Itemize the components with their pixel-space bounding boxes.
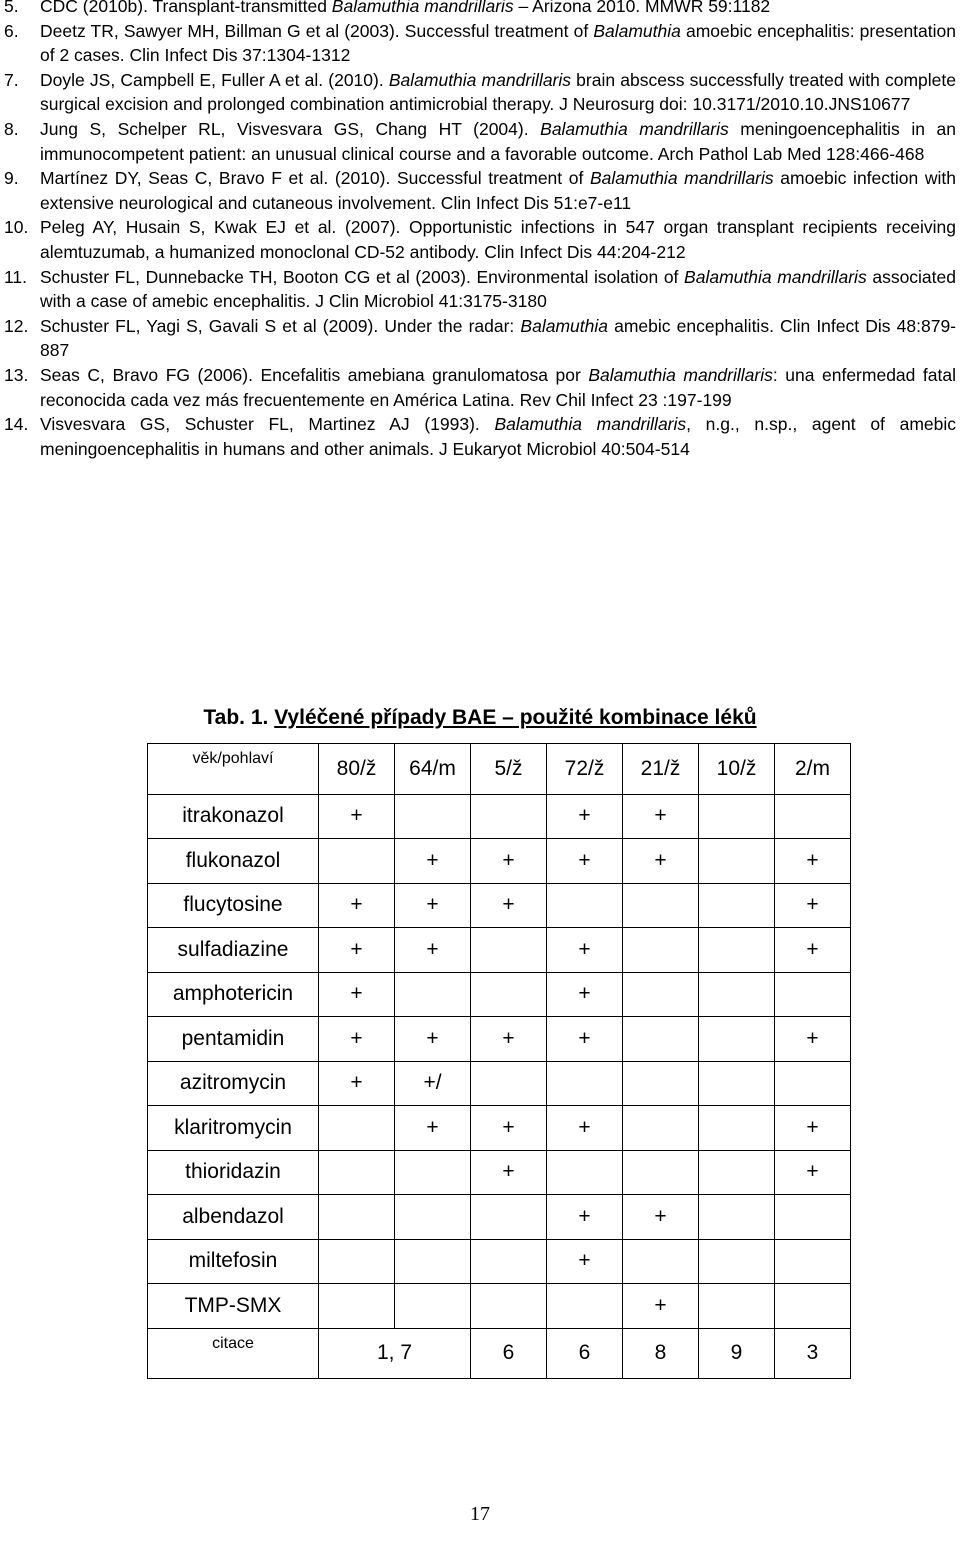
reference-number: 7. (4, 69, 19, 90)
table-cell (395, 1195, 471, 1240)
table-cell: + (471, 1017, 547, 1062)
citation-cell: 6 (547, 1328, 623, 1379)
reference-text (40, 215, 960, 264)
table-cell (471, 794, 547, 839)
table-cell (699, 1017, 775, 1062)
table-cell (699, 928, 775, 973)
reference-fragment: Peleg AY, Husain S, Kwak EJ et al. (2007). Opportunistic infections in 547 organ transplant recipients receiving alemtuzumab, a humanized monoclonal CD-52 antibody. Clin Infect Dis 44:204-212 (40, 217, 956, 262)
row-label: pentamidin (148, 1017, 319, 1062)
table-cell (395, 1239, 471, 1284)
row-label: sulfadiazine (148, 928, 319, 973)
reference-fragment: , n.g., n.sp., agent of amebic meningoencephalitis in humans and other animals. J Eukaryot Microbiol 40:504-514 (40, 414, 956, 459)
table-cell (699, 1195, 775, 1240)
reference-fragment: associated with a case of amebic encephalitis. J Clin Microbiol 41:3175-3180 (40, 266, 956, 312)
table-cell: + (319, 928, 395, 973)
reference-item (0, 314, 960, 363)
species-name: Balamuthia mandrillaris (540, 118, 729, 139)
table-header-row (148, 744, 851, 795)
table-cell: + (623, 839, 699, 884)
reference-item (0, 0, 960, 19)
table-cell (775, 1284, 851, 1329)
reference-fragment: Visvesvara GS, Schuster FL, Martinez AJ (1993). (40, 414, 495, 435)
table-cell: + (319, 794, 395, 839)
table-cell (471, 1239, 547, 1284)
reference-text (40, 19, 960, 68)
species-name: Balamuthia (593, 20, 681, 41)
table-cell (319, 1284, 395, 1329)
reference-fragment: brain abscess successfully treated with complete surgical excision and prolonged combination antimicrobial therapy. J Neurosurg doi: 10.3171/2010.10.JNS10677 (40, 69, 956, 115)
table-cell: + (547, 794, 623, 839)
reference-number: 13. (4, 364, 29, 385)
table-cell (547, 1284, 623, 1329)
table-cell: + (547, 928, 623, 973)
reference-number: 12. (4, 315, 29, 336)
table-cell: + (395, 1017, 471, 1062)
reference-text (40, 0, 960, 19)
table-cell: + (775, 839, 851, 884)
table-cell (471, 928, 547, 973)
reference-number: 9. (4, 168, 19, 189)
table-row (148, 1017, 851, 1062)
row-label: klaritromycin (148, 1106, 319, 1151)
table-cell: + (547, 1106, 623, 1151)
table-row (148, 1150, 851, 1195)
table-cell: + (547, 1017, 623, 1062)
table-cell: 72/ž (547, 744, 623, 795)
table-cell: + (547, 839, 623, 884)
citation-cell: 6 (471, 1328, 547, 1379)
table-cell (623, 1150, 699, 1195)
table-cell: + (471, 839, 547, 884)
reference-item (0, 166, 960, 215)
table-cell: 80/ž (319, 744, 395, 795)
reference-fragment: amebic encephalitis. Clin Infect Dis 48:879-887 (40, 315, 956, 361)
row-label: itrakonazol (148, 794, 319, 839)
reference-fragment: Deetz TR, Sawyer MH, Billman G et al (2003). Successful treatment of (40, 20, 594, 41)
reference-number: 6. (4, 20, 19, 41)
table-row (148, 1195, 851, 1240)
table-cell (395, 1284, 471, 1329)
reference-fragment: Schuster FL, Yagi S, Gavali S et al (2009). Under the radar: (40, 315, 521, 336)
table-cell (699, 1061, 775, 1106)
table-footer-row (148, 1328, 851, 1379)
table-cell: + (395, 883, 471, 928)
table-row (148, 928, 851, 973)
table-cell (471, 1195, 547, 1240)
table-cell: + (623, 1195, 699, 1240)
table-cell (699, 1106, 775, 1151)
reference-item (0, 117, 960, 166)
reference-item (0, 215, 960, 264)
table-cell: + (775, 1106, 851, 1151)
citation-cell: 1, 7 (319, 1328, 471, 1379)
table-cell (623, 883, 699, 928)
table-cell: + (547, 1239, 623, 1284)
reference-fragment: CDC (2010b). Transplant-transmitted (40, 0, 332, 16)
table-cell (699, 794, 775, 839)
reference-item (0, 412, 960, 461)
row-label: věk/pohlaví (148, 744, 319, 795)
reference-text (40, 265, 960, 314)
table-cell (319, 1150, 395, 1195)
row-label: azitromycin (148, 1061, 319, 1106)
table-cell (547, 1150, 623, 1195)
table-cell (471, 972, 547, 1017)
reference-text (40, 117, 960, 166)
page-number: 17 (470, 1503, 490, 1525)
table-cell (699, 1239, 775, 1284)
reference-text (40, 68, 960, 117)
reference-item (0, 68, 960, 117)
table-cell: + (547, 972, 623, 1017)
reference-text (40, 363, 960, 412)
table-row (148, 794, 851, 839)
table-cell (699, 972, 775, 1017)
table-cell: +/ (395, 1061, 471, 1106)
table-cell: + (319, 972, 395, 1017)
table-cell: + (775, 1017, 851, 1062)
table-cell (623, 972, 699, 1017)
table-cell (775, 1195, 851, 1240)
species-name: Balamuthia mandrillaris (684, 266, 867, 287)
table-cell (319, 839, 395, 884)
table-cell: + (395, 928, 471, 973)
table-cell: + (319, 883, 395, 928)
species-name: Balamuthia (520, 315, 608, 336)
reference-fragment: amoebic encephalitis: presentation of 2 cases. Clin Infect Dis 37:1304-1312 (40, 20, 956, 66)
table-title (0, 706, 960, 730)
reference-fragment: – Arizona 2010. MMWR 59:1182 (513, 0, 771, 16)
table-row (148, 883, 851, 928)
table-row (148, 1106, 851, 1151)
reference-number: 11. (4, 266, 28, 287)
table-cell (623, 1017, 699, 1062)
reference-fragment: Martínez DY, Seas C, Bravo F et al. (2010). Successful treatment of (40, 168, 590, 189)
table-title-text: Vyléčené případy BAE – použité kombinace léků (274, 706, 757, 729)
table-cell (395, 972, 471, 1017)
table-cell: 64/m (395, 744, 471, 795)
row-label: thioridazin (148, 1150, 319, 1195)
table-cell (547, 1061, 623, 1106)
species-name: Balamuthia mandrillaris (588, 364, 773, 385)
reference-item (0, 19, 960, 68)
table-cell: 5/ž (471, 744, 547, 795)
reference-fragment: Jung S, Schelper RL, Visvesvara GS, Chang HT (2004). (40, 118, 541, 139)
table-cell: 10/ž (699, 744, 775, 795)
table-cell: + (319, 1017, 395, 1062)
row-label: flukonazol (148, 839, 319, 884)
table-cell: + (775, 883, 851, 928)
table-row (148, 1284, 851, 1329)
reference-number: 8. (4, 118, 19, 139)
species-name: Balamuthia mandrillaris (494, 414, 687, 435)
row-label: miltefosin (148, 1239, 319, 1284)
table-cell: 21/ž (623, 744, 699, 795)
reference-list (0, 0, 960, 461)
table-row (148, 1061, 851, 1106)
reference-item (0, 265, 960, 314)
table-cell (775, 1061, 851, 1106)
citation-cell: 8 (623, 1328, 699, 1379)
table-cell (623, 1239, 699, 1284)
row-label: flucytosine (148, 883, 319, 928)
row-label: amphotericin (148, 972, 319, 1017)
reference-fragment: : una enfermedad fatal reconocida cada vez más frecuentemente en América Latina. Rev Chil Infect 23 :197-199 (40, 364, 956, 410)
table-cell: + (471, 1106, 547, 1151)
row-label: albendazol (148, 1195, 319, 1240)
table-cell (471, 1284, 547, 1329)
table-cell (699, 1150, 775, 1195)
citation-cell: 9 (699, 1328, 775, 1379)
table-cell: + (547, 1195, 623, 1240)
table-cell (699, 1284, 775, 1329)
reference-number: 5. (4, 0, 19, 16)
table-title-prefix: Tab. 1. (203, 706, 275, 729)
reference-fragment: meningoencephalitis in an immunocompetent patient: an unusual clinical course and a favorable outcome. Arch Pathol Lab Med 128:466-468 (40, 118, 956, 164)
table-cell: + (395, 839, 471, 884)
citation-cell: 3 (775, 1328, 851, 1379)
table-cell (319, 1195, 395, 1240)
table-cell (319, 1239, 395, 1284)
table-cell (623, 1061, 699, 1106)
reference-text (40, 412, 960, 461)
table-cell (471, 1061, 547, 1106)
table-cell: 2/m (775, 744, 851, 795)
reference-fragment: Doyle JS, Campbell E, Fuller A et al. (2010). (40, 69, 389, 90)
table-row (148, 1239, 851, 1284)
treatment-table (147, 743, 851, 1379)
table-cell (775, 794, 851, 839)
table-cell (775, 972, 851, 1017)
table-cell (623, 1106, 699, 1151)
table-cell: + (775, 928, 851, 973)
reference-text (40, 166, 960, 215)
table-cell: + (471, 883, 547, 928)
species-name: Balamuthia mandrillaris (388, 69, 572, 90)
species-name: Balamuthia mandrillaris (331, 0, 514, 16)
reference-fragment: Seas C, Bravo FG (2006). Encefalitis amebiana granulomatosa por (40, 364, 589, 385)
table-cell (395, 794, 471, 839)
reference-fragment: amoebic infection with extensive neurological and cutaneous involvement. Clin Infect Dis 51:e7-e11 (40, 168, 956, 213)
row-label: TMP-SMX (148, 1284, 319, 1329)
species-name: Balamuthia mandrillaris (590, 168, 774, 189)
table-cell (623, 928, 699, 973)
reference-number: 14. (4, 414, 29, 435)
table-cell (547, 883, 623, 928)
table-cell (319, 1106, 395, 1151)
reference-fragment: Schuster FL, Dunnebacke TH, Booton CG et al (2003). Environmental isolation of (40, 266, 685, 287)
reference-text (40, 314, 960, 363)
table-row (148, 972, 851, 1017)
table-cell: + (395, 1106, 471, 1151)
row-label: citace (148, 1328, 319, 1379)
table-row (148, 839, 851, 884)
table-cell: + (623, 794, 699, 839)
table-cell: + (775, 1150, 851, 1195)
table-cell (395, 1150, 471, 1195)
table-cell (699, 839, 775, 884)
reference-number: 10. (4, 217, 29, 238)
table-cell: + (471, 1150, 547, 1195)
table-cell (699, 883, 775, 928)
reference-item (0, 363, 960, 412)
table-cell: + (319, 1061, 395, 1106)
table-cell (775, 1239, 851, 1284)
table-cell: + (623, 1284, 699, 1329)
